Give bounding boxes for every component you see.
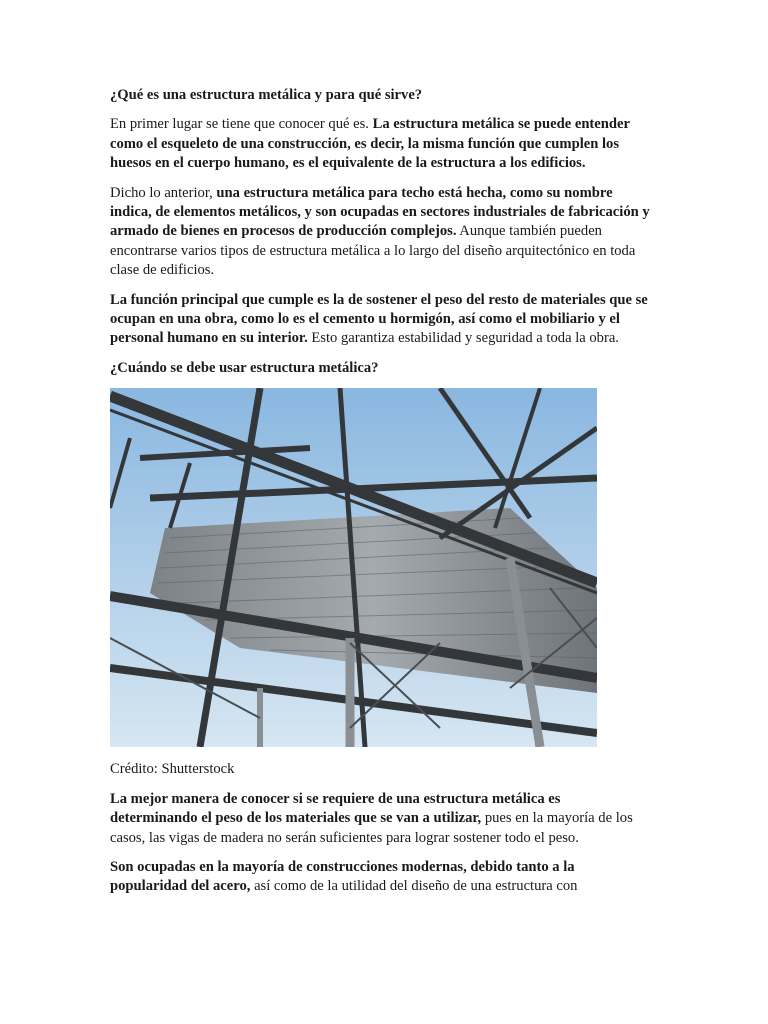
image-credit: Crédito: Shutterstock <box>110 761 235 778</box>
section-heading-when-to-use: ¿Cuándo se debe usar estructura metálica? <box>110 359 379 376</box>
paragraph-when-needed <box>110 790 650 848</box>
paragraph-function <box>110 291 650 349</box>
paragraph-text: pues en la mayoría de los casos, las vigas de madera no serán suficientes para lograr sostener todo el peso. <box>110 810 633 846</box>
paragraph-text: así como de la utilidad del diseño de una estructura con <box>250 878 578 895</box>
paragraph-text: Dicho lo anterior, <box>110 184 217 201</box>
section-heading-what-is: ¿Qué es una estructura metálica y para qué sirve? <box>110 87 423 103</box>
paragraph-definition <box>110 115 650 173</box>
paragraph-bold-text: La mejor manera de conocer si se requiere de una estructura metálica es determinando el peso de los materiales que se van a utilizar, <box>110 790 561 827</box>
paragraph-modern-constructions <box>110 858 650 897</box>
paragraph-bold-text: La estructura metálica se puede entender como el esqueleto de una construcción, es decir, la misma función que cumplen los huesos en el cuerpo humano, es el equivalente de la estructura a los edificios. <box>110 116 630 172</box>
paragraph-bold-text: La función principal que cumple es la de sostener el peso del resto de materiales que se ocupan en una obra, como lo es el cemento u hormigón, así como el mobiliario y el personal humano en su interior. <box>110 291 648 347</box>
steel-structure-illustration <box>110 388 597 747</box>
steel-roof-structure-photo <box>110 388 597 747</box>
paragraph-bold-text: una estructura metálica para techo está hecha, como su nombre indica, de elementos metálicos, y son ocupadas en sectores industriales de fabricación y armado de bienes en procesos de producción complejos. <box>110 184 650 240</box>
paragraph-text: Esto garantiza estabilidad y seguridad a toda la obra. <box>307 330 619 347</box>
paragraph-text: En primer lugar se tiene que conocer qué es. <box>110 116 373 133</box>
paragraph-text: Aunque también pueden encontrarse varios tipos de estructura metálica a lo largo del diseño arquitectónico en toda clase de edificios. <box>110 223 636 279</box>
paragraph-bold-text: Son ocupadas en la mayoría de construcciones modernas, debido tanto a la popularidad del acero, <box>110 858 575 895</box>
paragraph-materials <box>110 184 650 281</box>
document-body <box>110 86 650 907</box>
